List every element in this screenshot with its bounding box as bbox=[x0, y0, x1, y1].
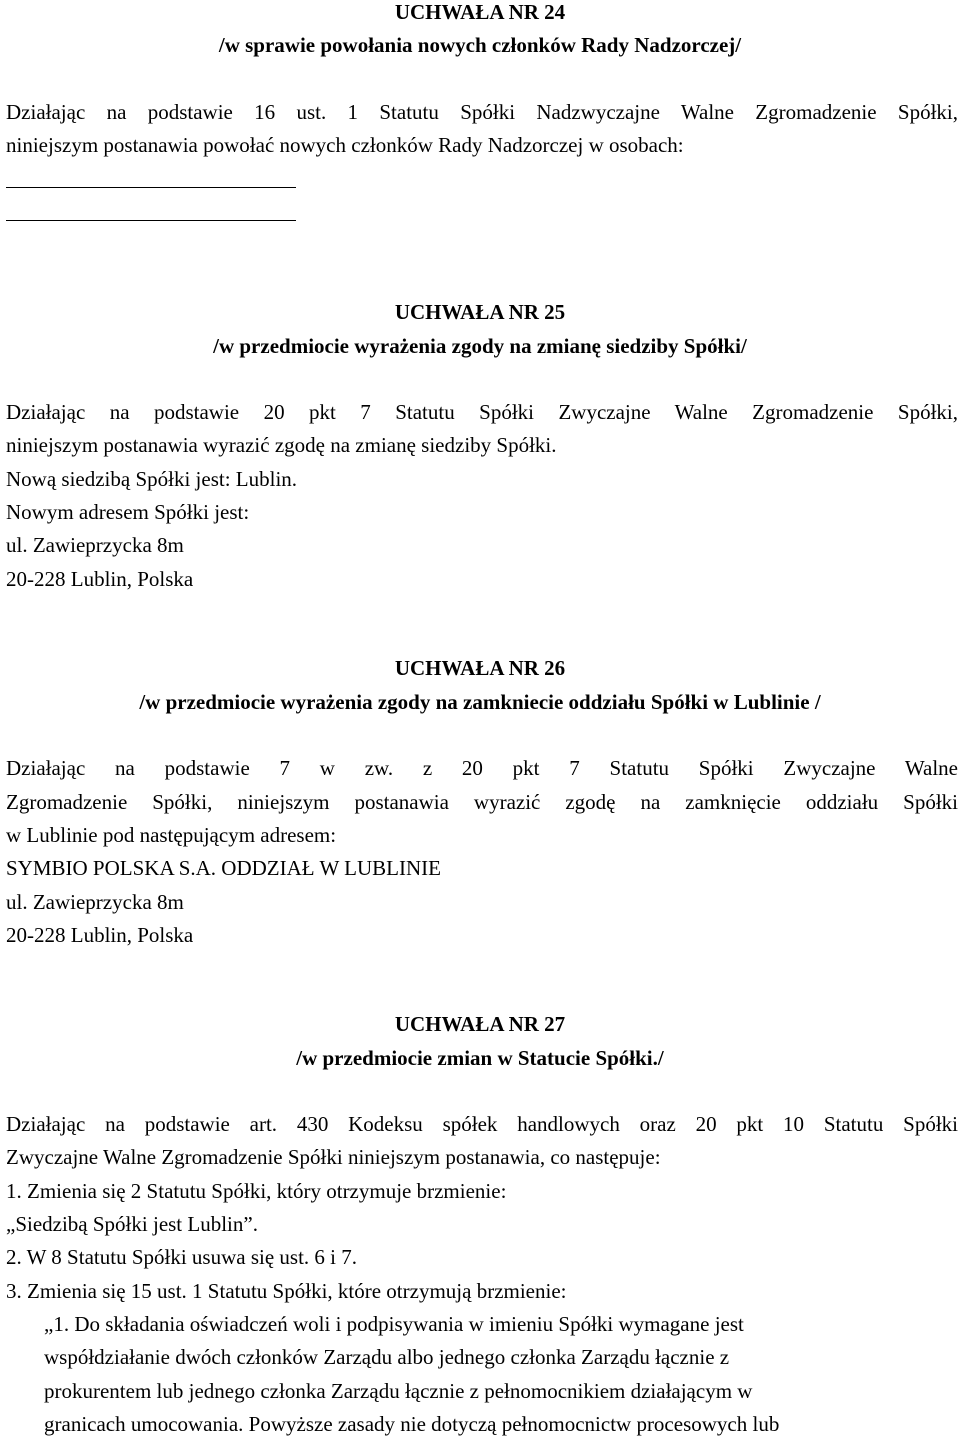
list-item-1-quote: „Siedzibą Spółki jest Lublin”. bbox=[6, 1212, 258, 1236]
resolution-25-title: UCHWAŁA NR 25 bbox=[394, 300, 566, 324]
resolution-25-new-address-label: Nowym adresem Spółki jest: bbox=[6, 500, 250, 524]
resolution-27-paragraph-line-2: Zwyczajne Walne Zgromadzenie Spółki niniejszym postanawia, co następuje: bbox=[6, 1145, 661, 1169]
resolution-26-paragraph-line-3: w Lublinie pod następującym adresem: bbox=[6, 823, 337, 847]
list-item-2: 2. W 8 Statutu Spółki usuwa się ust. 6 i 7. bbox=[6, 1245, 357, 1269]
resolution-25-new-seat: Nową siedzibą Spółki jest: Lublin. bbox=[6, 467, 298, 491]
resolution-26-address-street: ul. Zawieprzycka 8m bbox=[6, 890, 184, 914]
resolution-24-paragraph-line-2: niniejszym postanawia powołać nowych członków Rady Nadzorczej w osobach: bbox=[6, 133, 684, 157]
resolution-26-paragraph-line-2: Zgromadzenie Spółki, niniejszym postanawia wyrazić zgodę na zamknięcie oddziału Spółki bbox=[6, 790, 958, 814]
list-item-3-quote-line-4: granicach umocowania. Powyższe zasady nie dotyczą pełnomocnictw procesowych lub bbox=[44, 1412, 780, 1436]
resolution-24-title: UCHWAŁA NR 24 bbox=[394, 0, 566, 24]
list-item-3-quote-line-3: prokurentem lub jednego członka Zarządu łącznie z pełnomocnikiem działającym w bbox=[44, 1379, 753, 1403]
resolution-27-subtitle: /w przedmiocie zmian w Statucie Spółki./ bbox=[296, 1046, 664, 1070]
resolution-25-paragraph-line-1: Działając na podstawie 20 pkt 7 Statutu Spółki Zwyczajne Walne Zgromadzenie Spółki, bbox=[6, 400, 958, 424]
resolution-26-paragraph-line-1: Działając na podstawie 7 w zw. z 20 pkt 7 Statutu Spółki Zwyczajne Walne bbox=[6, 756, 958, 780]
resolution-26-title: UCHWAŁA NR 26 bbox=[394, 656, 566, 680]
resolution-25-subtitle: /w przedmiocie wyrażenia zgody na zmianę siedziby Spółki/ bbox=[213, 334, 747, 358]
resolution-25-paragraph-line-2: niniejszym postanawia wyrazić zgodę na zmianę siedziby Spółki. bbox=[6, 433, 557, 457]
list-item-1: 1. Zmienia się 2 Statutu Spółki, który otrzymuje brzmienie: bbox=[6, 1179, 507, 1203]
list-item-3: 3. Zmienia się 15 ust. 1 Statutu Spółki, które otrzymują brzmienie: bbox=[6, 1279, 567, 1303]
resolution-27-title: UCHWAŁA NR 27 bbox=[394, 1012, 566, 1036]
resolution-27-paragraph-line-1: Działając na podstawie art. 430 Kodeksu spółek handlowych oraz 20 pkt 10 Statutu Spółki bbox=[6, 1112, 958, 1136]
resolution-24-paragraph-line-1: Działając na podstawie 16 ust. 1 Statutu Spółki Nadzwyczajne Walne Zgromadzenie Spółki, bbox=[6, 100, 958, 124]
resolution-25-address-street: ul. Zawieprzycka 8m bbox=[6, 533, 184, 557]
resolution-26-address-city: 20-228 Lublin, Polska bbox=[6, 923, 194, 947]
list-item-3-quote-line-2: współdziałanie dwóch członków Zarządu albo jednego członka Zarządu łącznie z bbox=[44, 1345, 730, 1369]
list-item-3-quote-line-1: „1. Do składania oświadczeń woli i podpisywania w imieniu Spółki wymagane jest bbox=[44, 1312, 744, 1336]
resolution-24-subtitle: /w sprawie powołania nowych członków Rady Nadzorczej/ bbox=[218, 33, 742, 57]
member-name-blank-1 bbox=[6, 187, 296, 188]
resolution-26-branch-name: SYMBIO POLSKA S.A. ODDZIAŁ W LUBLINIE bbox=[6, 856, 441, 880]
resolution-26-subtitle: /w przedmiocie wyrażenia zgody na zamkniecie oddziału Spółki w Lublinie / bbox=[139, 690, 821, 714]
member-name-blank-2 bbox=[6, 220, 296, 221]
resolution-25-address-city: 20-228 Lublin, Polska bbox=[6, 567, 194, 591]
